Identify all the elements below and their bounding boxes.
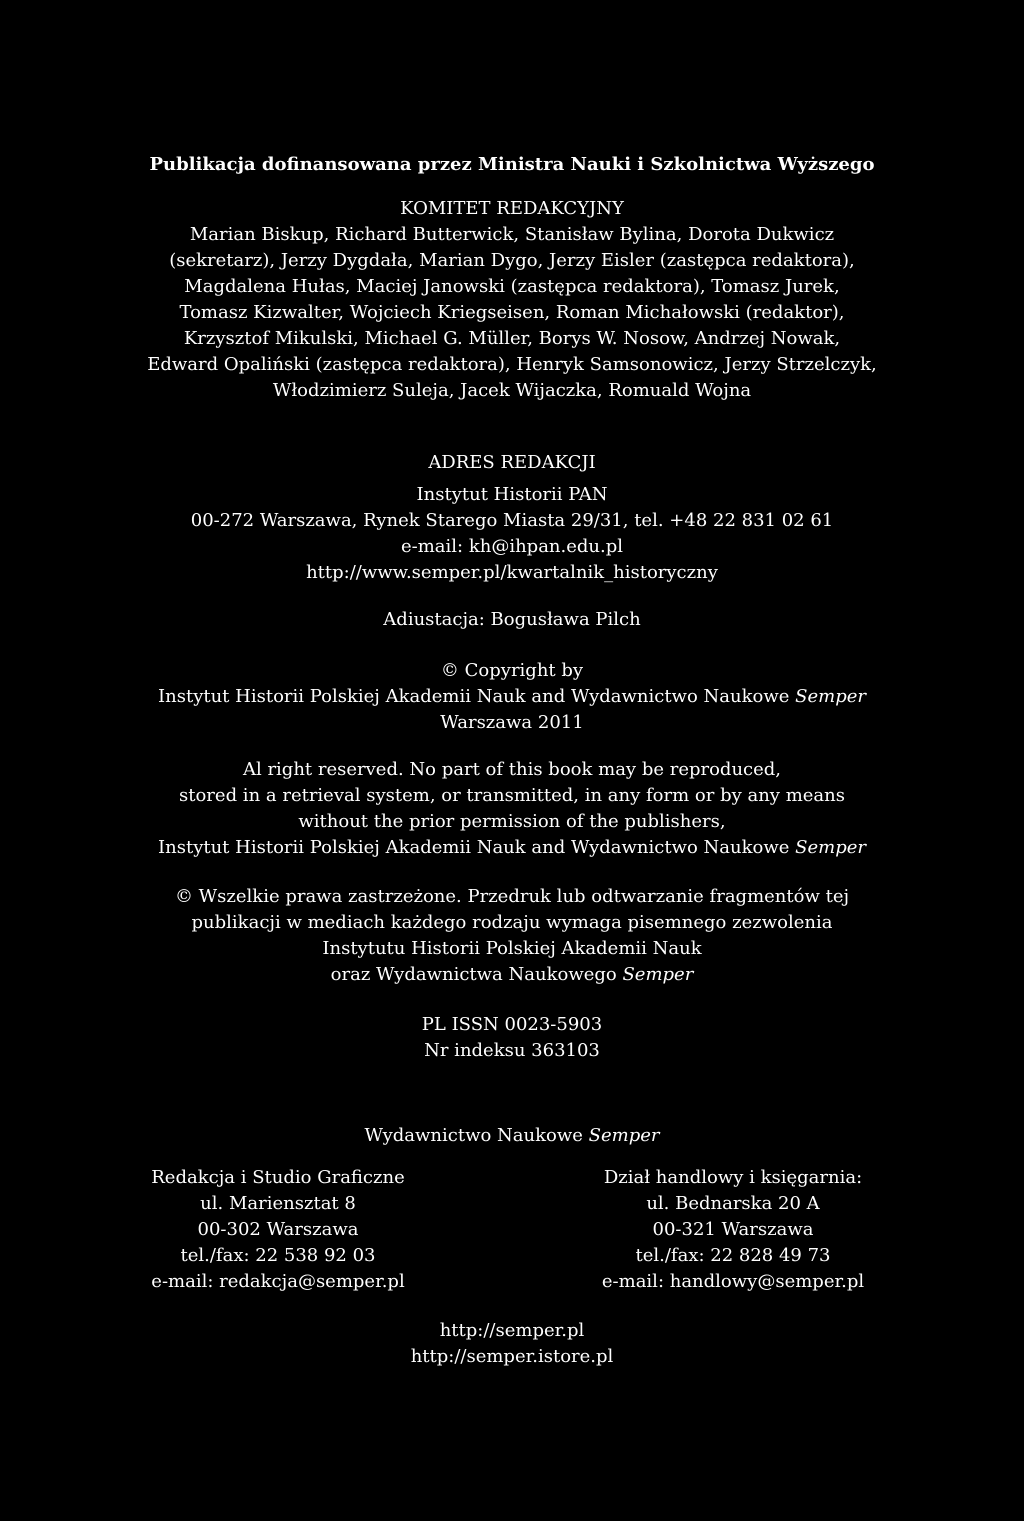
editorial-office-email: e-mail: redakcja@semper.pl [151,1271,405,1292]
sales-street: ul. Bednarska 20 A [646,1193,820,1214]
copyright-place-year: Warszawa 2011 [440,712,584,733]
committee-line: Tomasz Kizwalter, Wojciech Kriegseisen, Roman Michałowski (redaktor), [179,302,845,323]
rights-en-block [0,757,1024,861]
address-url: http://www.semper.pl/kwartalnik_historyczny [306,562,718,583]
rights-en-line: without the prior permission of the publishers, [298,811,726,832]
sales-email: e-mail: handlowy@semper.pl [601,1271,865,1292]
committee-line: Marian Biskup, Richard Butterwick, Stanisław Bylina, Dorota Dukwicz [189,224,835,245]
editorial-office-phone: tel./fax: 22 538 92 03 [180,1245,376,1266]
funding-note: Publikacja dofinansowana przez Ministra Nauki i Szkolnictwa Wyższego [149,154,875,175]
committee-line: (sekretarz), Jerzy Dygdała, Marian Dygo, Jerzy Eisler (zastępca redaktora), [169,250,855,271]
sales-phone: tel./fax: 22 828 49 73 [635,1245,831,1266]
publisher-name: Semper [622,964,694,985]
publisher-block [0,1123,1024,1149]
sales-column [568,1165,898,1295]
address-block [0,450,1024,586]
committee-line: Magdalena Hułas, Maciej Janowski (zastępca redaktora), Tomasz Jurek, [184,276,840,297]
publisher-name: Semper [795,837,866,858]
address-email: e-mail: kh@ihpan.edu.pl [400,536,624,557]
committee-line: Edward Opaliński (zastępca redaktora), Henryk Samsonowicz, Jerzy Strzelczyk, [147,354,877,375]
publisher-title: Wydawnictwo Naukowe Semper [364,1125,660,1146]
editorial-office-street: ul. Mariensztat 8 [200,1193,356,1214]
copyright-line: © Copyright by [440,660,584,681]
committee-line: Włodzimierz Suleja, Jacek Wijaczka, Romuald Wojna [272,380,752,401]
rights-pl-line: Instytutu Historii Polskiej Akademii Nauk [322,938,702,959]
publisher-name: Semper [588,1125,660,1146]
committee-line: Krzysztof Mikulski, Michael G. Müller, Borys W. Nosow, Andrzej Nowak, [183,328,841,349]
copyright-holder: Instytut Historii Polskiej Akademii Nauk and Wydawnictwo Naukowe Semper [158,686,866,707]
editorial-office-title: Redakcja i Studio Graficzne [151,1167,405,1188]
rights-en-line: Al right reserved. No part of this book may be reproduced, [242,759,782,780]
rights-pl-line: publikacji w mediach każdego rodzaju wymaga pisemnego zezwolenia [191,912,833,933]
funding-block [0,152,1024,178]
editing-note: Adiustacja: Bogusława Pilch [383,609,641,630]
sales-city: 00-321 Warszawa [652,1219,814,1240]
address-heading: ADRES REDAKCJI [428,452,596,473]
editorial-office-city: 00-302 Warszawa [197,1219,359,1240]
website-link: http://semper.pl [439,1320,585,1341]
rights-en-line: stored in a retrieval system, or transmitted, in any form or by any means [179,785,845,806]
copyright-block [0,658,1024,736]
publisher-name: Semper [795,686,866,707]
committee-heading: KOMITET REDAKCYJNY [400,198,624,219]
issn: PL ISSN 0023-5903 [421,1014,603,1035]
editing-block [0,607,1024,633]
rights-en-line: Instytut Historii Polskiej Akademii Nauk and Wydawnictwo Naukowe Semper [158,837,866,858]
address-institute: Instytut Historii PAN [416,484,608,505]
editorial-office-column [113,1165,443,1295]
rights-pl-line: © Wszelkie prawa zastrzeżone. Przedruk lub odtwarzanie fragmentów tej [174,886,850,907]
committee-block [0,196,1024,404]
rights-pl-block [0,884,1024,988]
store-link: http://semper.istore.pl [410,1346,614,1367]
address-street: 00-272 Warszawa, Rynek Starego Miasta 29/31, tel. +48 22 831 02 61 [190,510,834,531]
rights-pl-line: oraz Wydawnictwa Naukowego Semper [330,964,694,985]
sales-title: Dział handlowy i księgarnia: [603,1167,863,1188]
links-block [0,1318,1024,1370]
issn-block [0,1012,1024,1064]
index-number: Nr indeksu 363103 [424,1040,600,1061]
